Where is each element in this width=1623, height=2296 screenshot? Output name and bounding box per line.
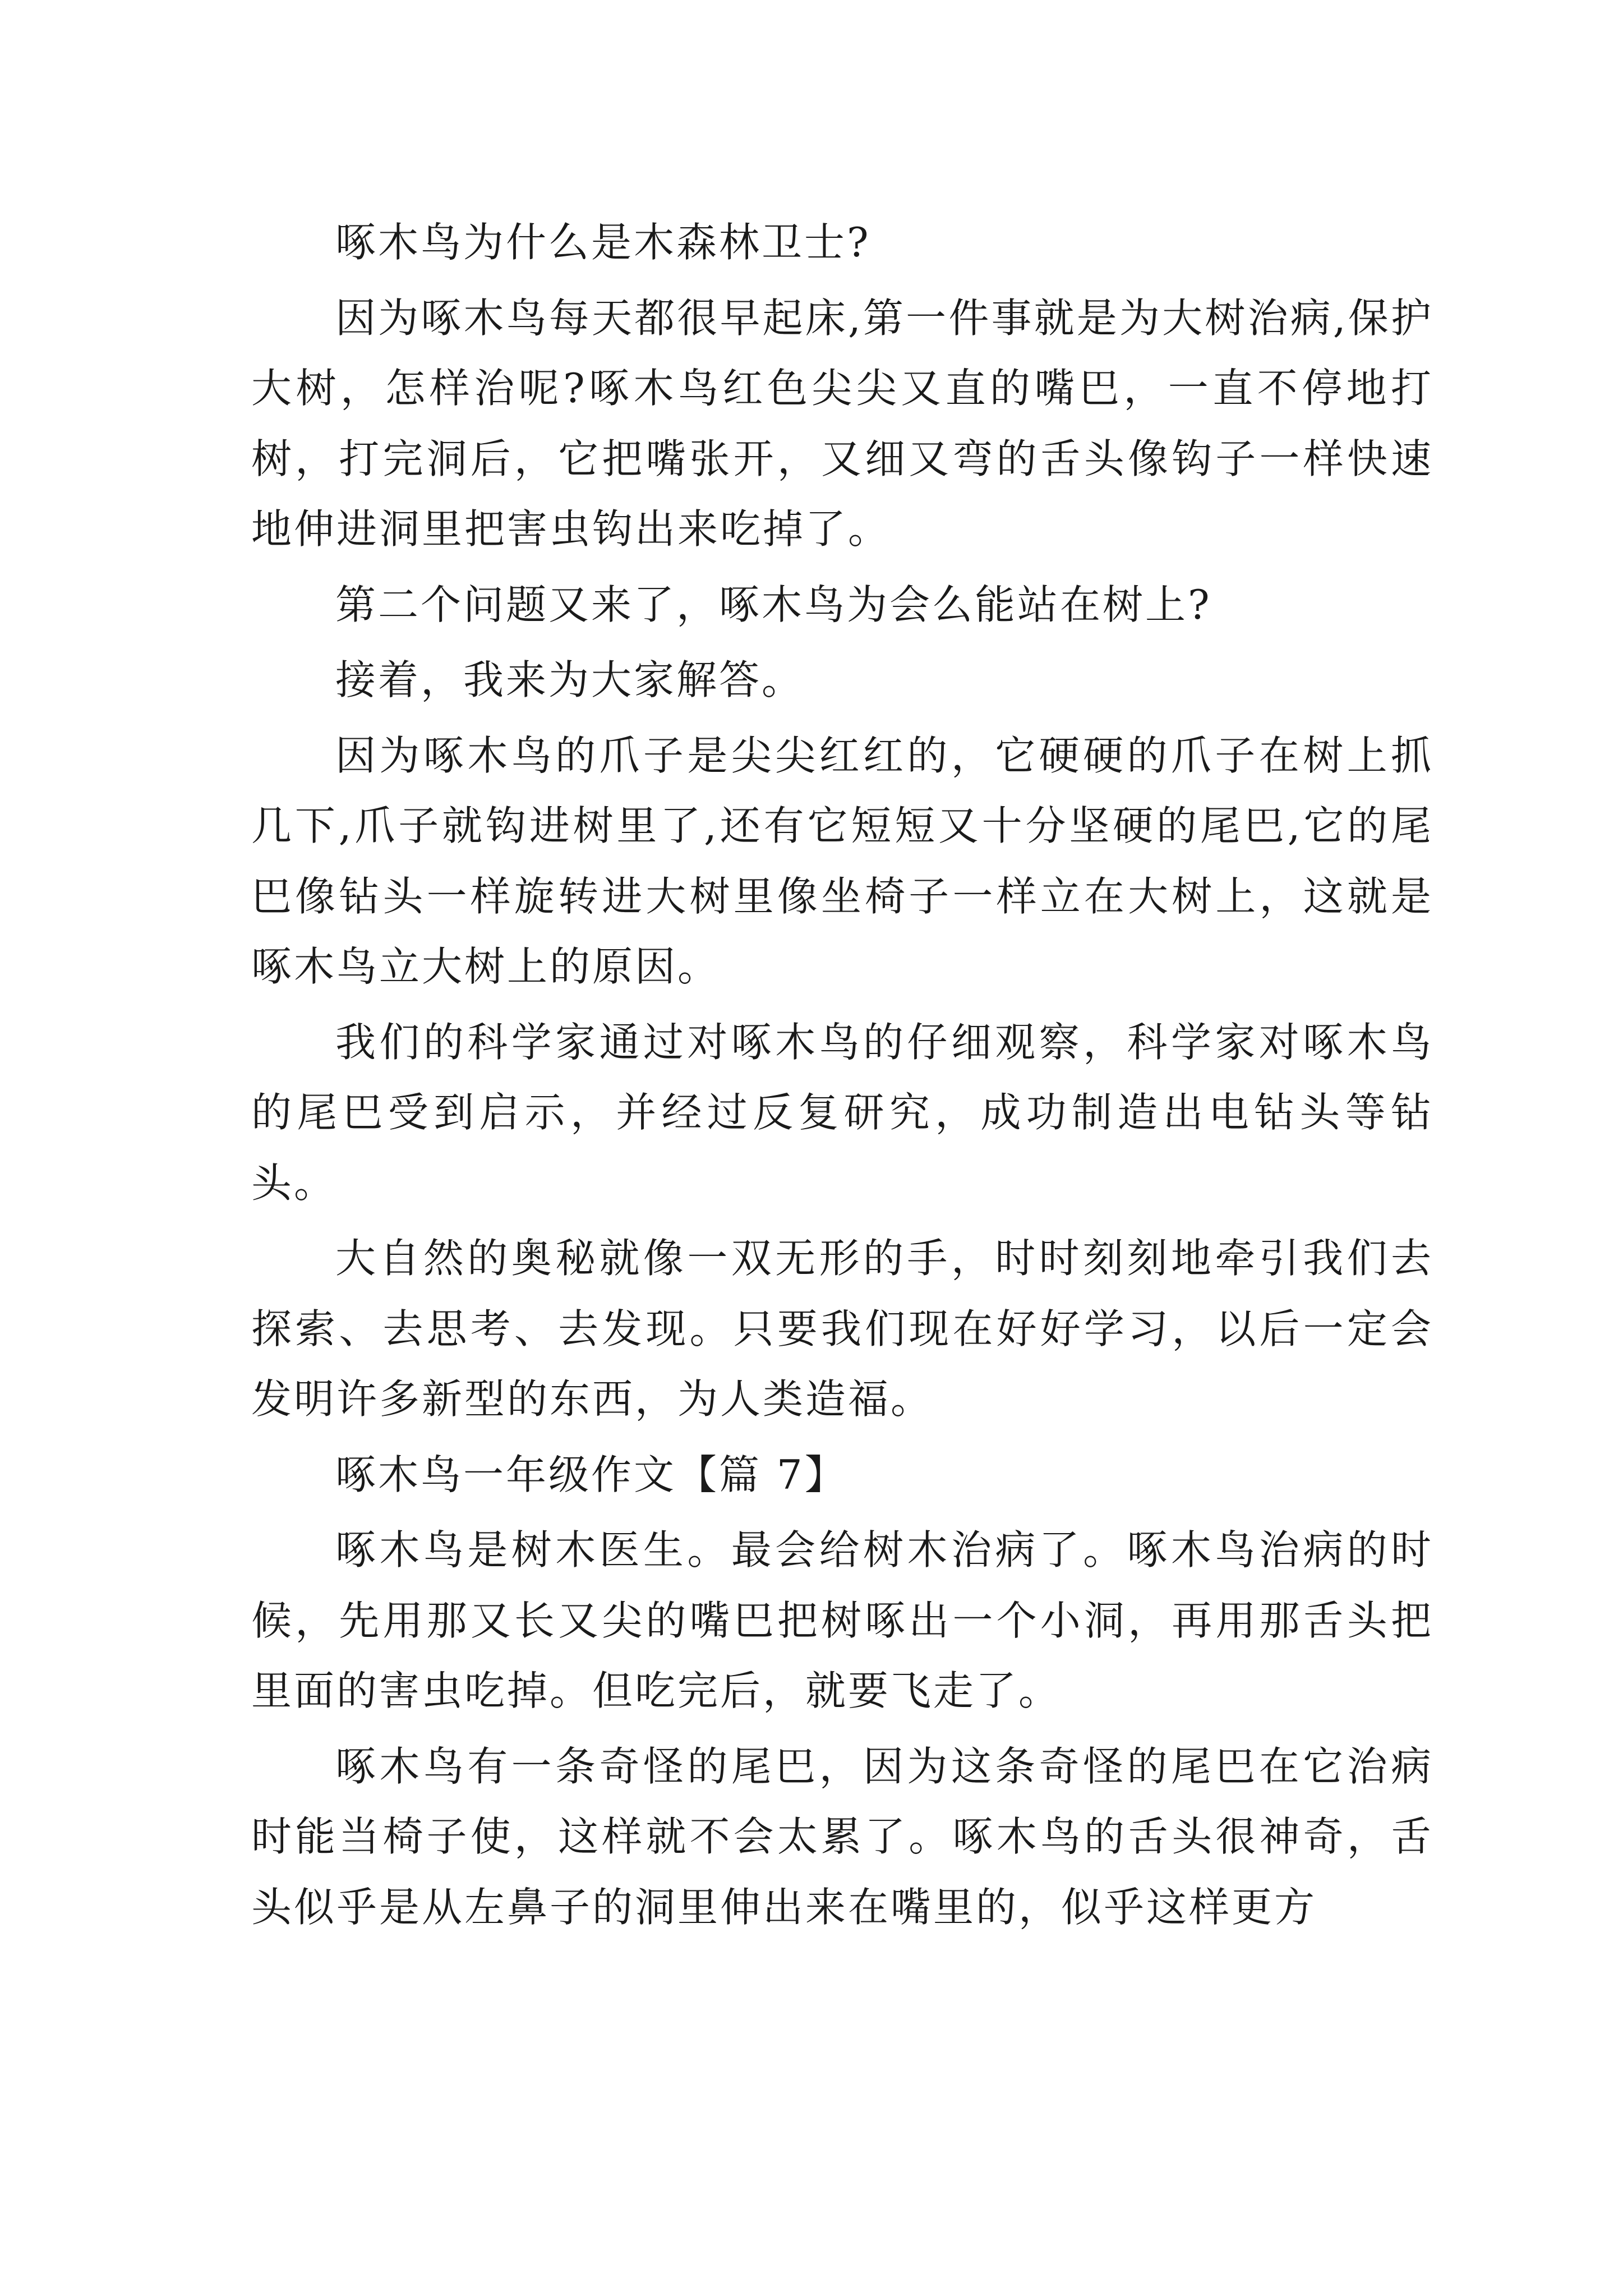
- paragraph: 啄木鸟有一条奇怪的尾巴，因为这条奇怪的尾巴在它治病时能当椅子使，这样就不会太累了。啄木鸟的舌头很神奇，舌头似乎是从左鼻子的洞里伸出来在嘴里的，似乎这样更方: [251, 1742, 1433, 1931]
- paragraph: 因为啄木鸟每天都很早起床,第一件事就是为大树治病,保护大树，怎样治呢?啄木鸟红色尖尖又直的嘴巴，一直不停地打树，打完洞后，它把嘴张开，又细又弯的舌头像钩子一样快速地伸进洞里把害虫钩出来吃掉了。: [251, 294, 1433, 553]
- paragraph: 因为啄木鸟的爪子是尖尖红红的，它硬硬的爪子在树上抓几下,爪子就钩进树里了,还有它短短又十分坚硬的尾巴,它的尾巴像钻头一样旋转进大树里像坐椅子一样立在大树上，这就是啄木鸟立大树上的原因。: [251, 731, 1433, 990]
- paragraph: 啄木鸟是树木医生。最会给树木治病了。啄木鸟治病的时候，先用那又长又尖的嘴巴把树啄出一个小洞，再用那舌头把里面的害虫吃掉。但吃完后，就要飞走了。: [251, 1526, 1433, 1714]
- paragraph: 我们的科学家通过对啄木鸟的仔细观察，科学家对啄木鸟的尾巴受到启示，并经过反复研究，成功制造出电钻头等钻头。: [251, 1018, 1433, 1207]
- document-body: [251, 208, 1433, 1948]
- question-heading: 啄木鸟为什么是木森林卫士?: [335, 219, 871, 266]
- question-heading: 第二个问题又来了，啄木鸟为会么能站在树上?: [335, 581, 1212, 628]
- section-heading: 啄木鸟一年级作文【篇 7】: [335, 1451, 847, 1498]
- paragraph: 接着，我来为大家解答。: [335, 656, 805, 703]
- paragraph: 大自然的奥秘就像一双无形的手，时时刻刻地牵引我们去探索、去思考、去发现。只要我们现在好好学习，以后一定会发明许多新型的东西，为人类造福。: [251, 1235, 1433, 1423]
